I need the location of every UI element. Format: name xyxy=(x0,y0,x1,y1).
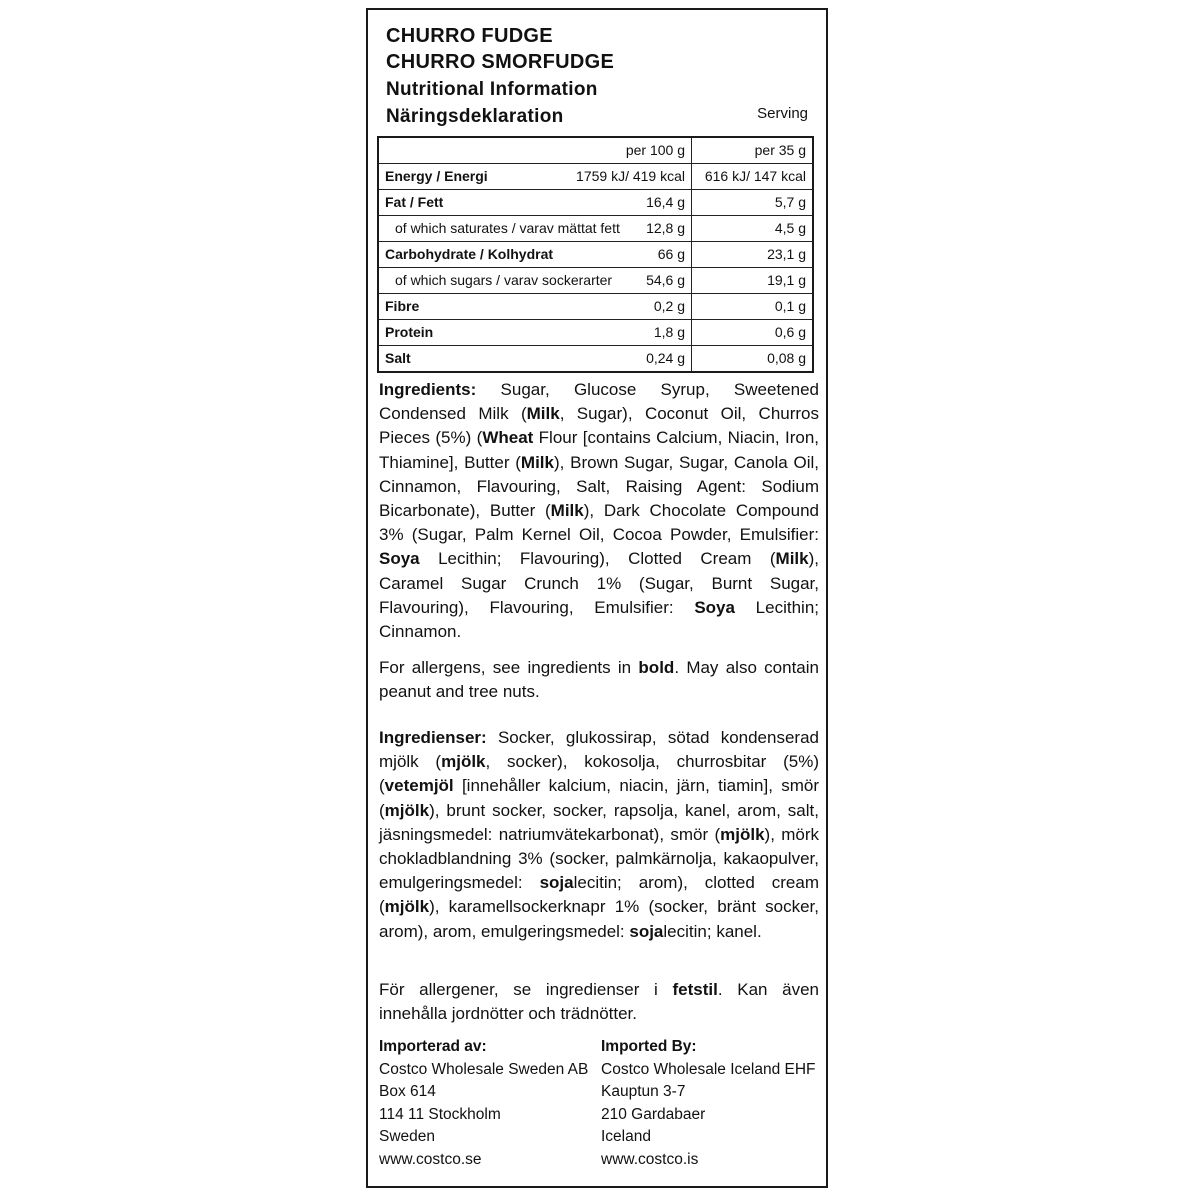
nutrient-label: Fibre xyxy=(385,298,420,314)
table-row xyxy=(378,268,813,294)
table-row xyxy=(378,320,813,346)
importer-company: Costco Wholesale Sweden AB xyxy=(379,1060,589,1078)
importer-website: www.costco.se xyxy=(379,1150,482,1168)
nutrient-label: Salt xyxy=(385,350,411,366)
importer-website: www.costco.is xyxy=(601,1150,699,1168)
nutrition-heading-en: Nutritional Information xyxy=(386,79,598,100)
importer-heading: Importerad av: xyxy=(379,1038,487,1055)
column-header-per35: per 35 g xyxy=(692,137,814,164)
table-row xyxy=(378,294,813,320)
allergens-sv: För allergener, se ingredienser i fetstil. Kan även innehålla jordnötter och trädnötter. xyxy=(379,980,820,1024)
serving-label: Serving xyxy=(757,105,808,122)
product-name-sv: CHURRO SMORFUDGE xyxy=(386,51,615,73)
importer-country: Iceland xyxy=(601,1128,651,1146)
nutrient-label: Fat / Fett xyxy=(385,194,444,210)
nutrition-label-panel xyxy=(366,8,828,1188)
nutrient-value-per35: 616 kJ/ 147 kcal xyxy=(692,164,814,190)
nutrient-value-per100: 12,8 g xyxy=(646,220,685,236)
column-header-per100: per 100 g xyxy=(378,137,692,164)
nutrient-value-per35: 0,1 g xyxy=(692,294,814,320)
nutrient-value-per100: 1759 kJ/ 419 kcal xyxy=(576,168,685,184)
product-name-en: CHURRO FUDGE xyxy=(386,25,553,47)
table-row xyxy=(378,242,813,268)
nutrient-label: Energy / Energi xyxy=(385,168,488,184)
nutrient-value-per35: 5,7 g xyxy=(692,190,814,216)
nutrient-value-per100: 16,4 g xyxy=(646,194,685,210)
importer-sweden xyxy=(379,1036,588,1172)
importer-country: Sweden xyxy=(379,1128,436,1146)
nutrient-value-per35: 0,6 g xyxy=(692,320,814,346)
importer-city: 210 Gardabaer xyxy=(601,1105,706,1123)
nutrient-value-per35: 23,1 g xyxy=(692,242,814,268)
table-header-row xyxy=(378,137,813,164)
table-row xyxy=(378,216,813,242)
nutrient-label: of which saturates / varav mättat fett xyxy=(395,220,620,236)
nutrient-value-per100: 54,6 g xyxy=(646,272,685,288)
nutrient-value-per100: 0,2 g xyxy=(653,298,685,314)
ingredients-sv: Ingredienser: Socker, glukossirap, sötad kondenserad mjölk (mjölk, socker), kokosolja, churrosbitar (5%) (vetemjöl [innehåller kalcium, niacin, järn, tiamin], smör (mjölk), brunt socker, socker, rapsolja, kanel, arom, salt, jäsningsmedel: natriumvätekarbonat), smör (mjölk), mörk chokladblandning 3% (socker, palmkärnolja, kakaopulver, emulgeringsmedel: sojalecitin; arom), clotted cream (mjölk), karamellsockerknapr 1% (socker, bränt socker, arom), arom, emulgeringsmedel: sojalecitin; kanel. xyxy=(379,728,819,941)
table-row xyxy=(378,346,813,373)
nutrition-table xyxy=(377,136,814,373)
importer-iceland xyxy=(601,1036,816,1172)
nutrition-heading-sv: Näringsdeklaration xyxy=(386,106,564,127)
importer-address: Box 614 xyxy=(379,1083,436,1101)
table-row xyxy=(378,164,813,190)
nutrient-label: Protein xyxy=(385,324,434,340)
importer-company: Costco Wholesale Iceland EHF xyxy=(601,1060,816,1078)
allergens-en: For allergens, see ingredients in bold. May also contain peanut and tree nuts. xyxy=(379,658,819,702)
ingredients-en: Ingredients: Sugar, Glucose Syrup, Sweetened Condensed Milk (Milk, Sugar), Coconut Oil, Churros Pieces (5%) (Wheat Flour [contains Calcium, Niacin, Iron, Thiamine], Butter (Milk), Brown Sugar, Sugar, Canola Oil, Cinnamon, Flavouring, Salt, Raising Agent: Sodium Bicarbonate), Butter (Milk), Dark Chocolate Compound 3% (Sugar, Palm Kernel Oil, Cocoa Powder, Emulsifier: Soya Lecithin; Flavouring), Clotted Cream (Milk), Caramel Sugar Crunch 1% (Sugar, Burnt Sugar, Flavouring), Flavouring, Emulsifier: Soya Lecithin; Cinnamon. xyxy=(379,380,820,642)
importer-address: Kauptun 3-7 xyxy=(601,1083,686,1101)
nutrient-value-per35: 19,1 g xyxy=(692,268,814,294)
nutrient-value-per35: 4,5 g xyxy=(692,216,814,242)
nutrient-value-per100: 0,24 g xyxy=(646,350,685,366)
nutrient-value-per100: 66 g xyxy=(657,246,685,262)
nutrient-label: Carbohydrate / Kolhydrat xyxy=(385,246,554,262)
importer-heading: Imported By: xyxy=(601,1038,697,1055)
nutrient-value-per100: 1,8 g xyxy=(653,324,685,340)
importer-city: 114 11 Stockholm xyxy=(379,1105,501,1123)
nutrient-value-per35: 0,08 g xyxy=(767,350,806,366)
nutrient-label: of which sugars / varav sockerarter xyxy=(395,272,613,288)
table-row xyxy=(378,190,813,216)
